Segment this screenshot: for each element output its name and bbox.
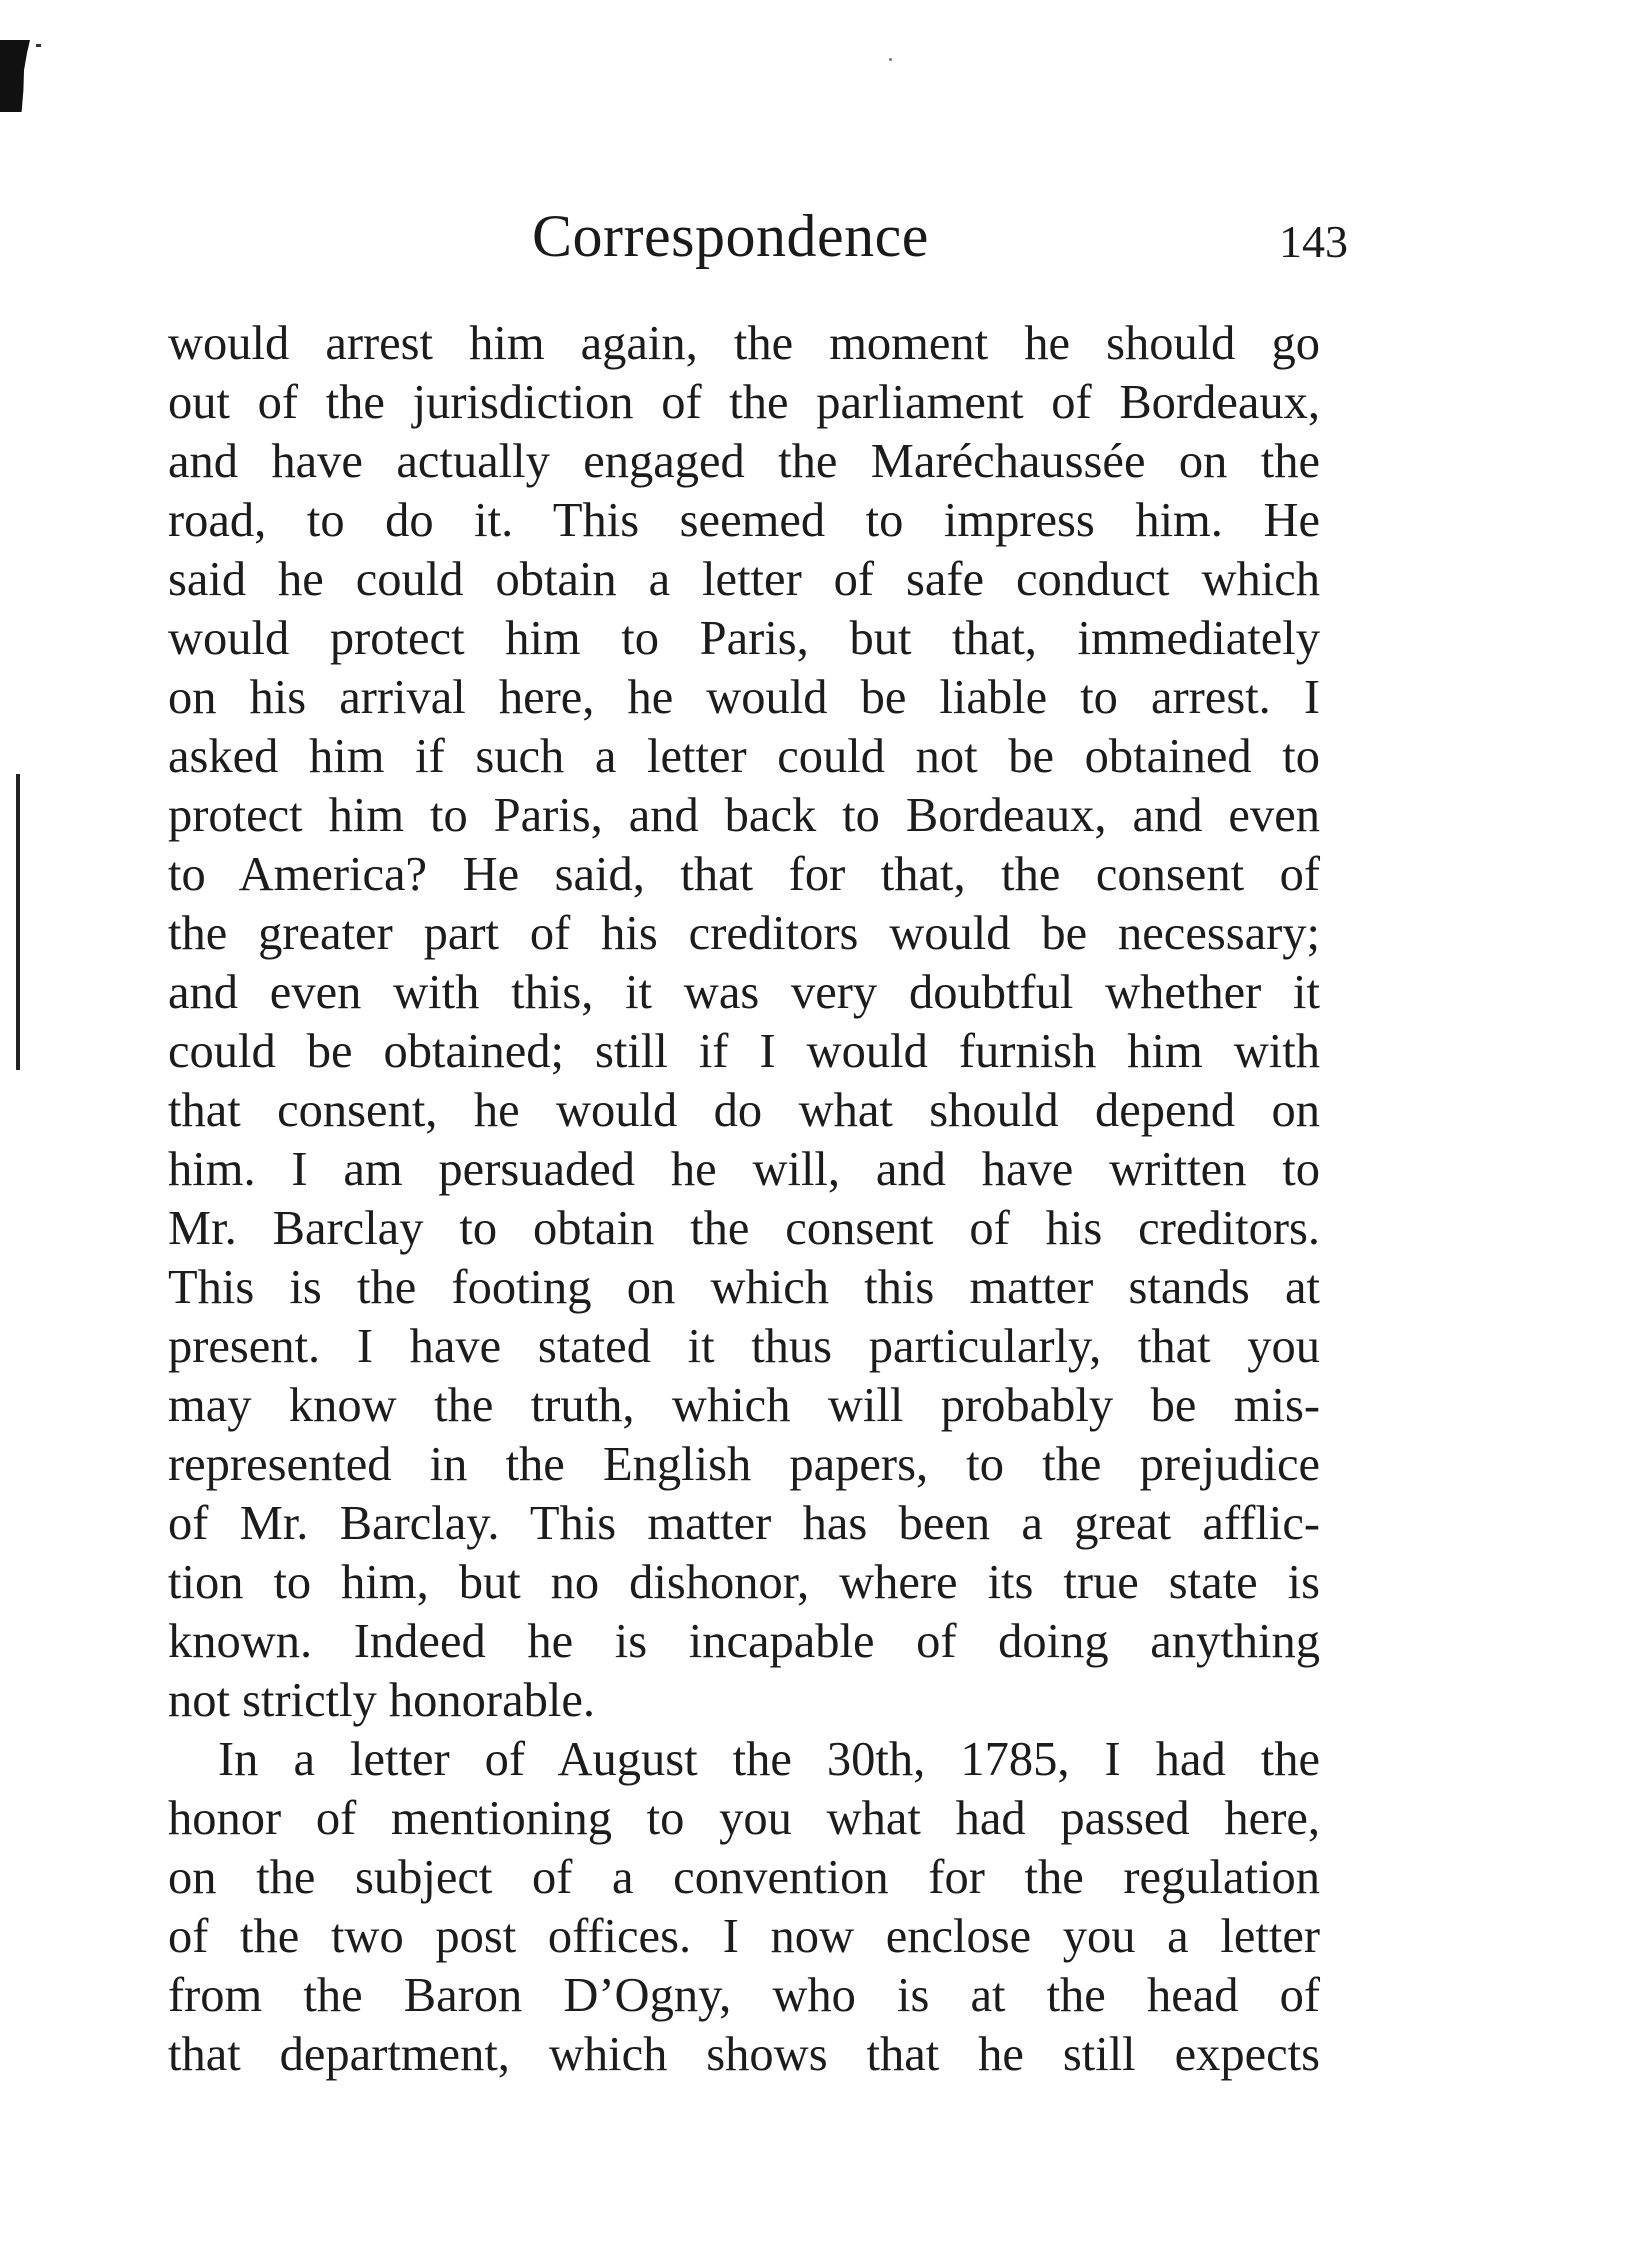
text-line: tion to him, but no dishonor, where its true state is — [168, 1556, 1320, 1609]
text-line: of the two post offices. I now enclose you a letter — [168, 1910, 1320, 1963]
margin-rule-mark — [16, 774, 20, 1070]
text-line: that consent, he would do what should depend on — [168, 1084, 1320, 1137]
text-line: on his arrival here, he would be liable to arrest. I — [168, 671, 1320, 724]
text-line: and even with this, it was very doubtful whether it — [168, 966, 1320, 1019]
text-line: In a letter of August the 30th, 1785, I had the — [218, 1733, 1320, 1786]
text-line: may know the truth, which will probably be mis- — [168, 1379, 1320, 1432]
text-line: and have actually engaged the Maréchaussée on the — [168, 435, 1320, 488]
running-head — [0, 196, 1625, 276]
text-line: road, to do it. This seemed to impress him. He — [168, 494, 1320, 547]
text-line: would protect him to Paris, but that, immediately — [168, 612, 1320, 665]
scan-edge-mark — [0, 40, 30, 112]
text-line: out of the jurisdiction of the parliament of Bordeaux, — [168, 376, 1320, 429]
text-line: said he could obtain a letter of safe conduct which — [168, 553, 1320, 606]
page-title: Correspondence — [532, 203, 929, 269]
page-number: 143 — [1279, 216, 1348, 267]
text-line: present. I have stated it thus particularly, that you — [168, 1320, 1320, 1373]
text-line: not strictly honorable. — [168, 1674, 595, 1727]
scan-speck — [36, 44, 41, 47]
text-line: from the Baron D’Ogny, who is at the head of — [168, 1969, 1320, 2022]
text-line: Mr. Barclay to obtain the consent of his creditors. — [168, 1202, 1320, 1255]
text-line: on the subject of a convention for the regulation — [168, 1851, 1320, 1904]
text-line: the greater part of his creditors would be necessary; — [168, 907, 1320, 960]
text-line: him. I am persuaded he will, and have written to — [168, 1143, 1320, 1196]
body-text — [168, 314, 1320, 2084]
text-line: asked him if such a letter could not be obtained to — [168, 730, 1320, 783]
text-line: represented in the English papers, to the prejudice — [168, 1438, 1320, 1491]
text-line: to America? He said, that for that, the consent of — [168, 848, 1320, 901]
text-line: could be obtained; still if I would furnish him with — [168, 1025, 1320, 1078]
text-line: of Mr. Barclay. This matter has been a great afflic- — [168, 1497, 1320, 1550]
text-line: This is the footing on which this matter stands at — [168, 1261, 1320, 1314]
text-line: honor of mentioning to you what had passed here, — [168, 1792, 1320, 1845]
text-line: would arrest him again, the moment he should go — [168, 317, 1320, 370]
text-line: that department, which shows that he still expects — [168, 2028, 1320, 2081]
text-line: known. Indeed he is incapable of doing anything — [168, 1615, 1320, 1668]
scan-dot — [889, 58, 892, 61]
text-line: protect him to Paris, and back to Bordeaux, and even — [168, 789, 1320, 842]
